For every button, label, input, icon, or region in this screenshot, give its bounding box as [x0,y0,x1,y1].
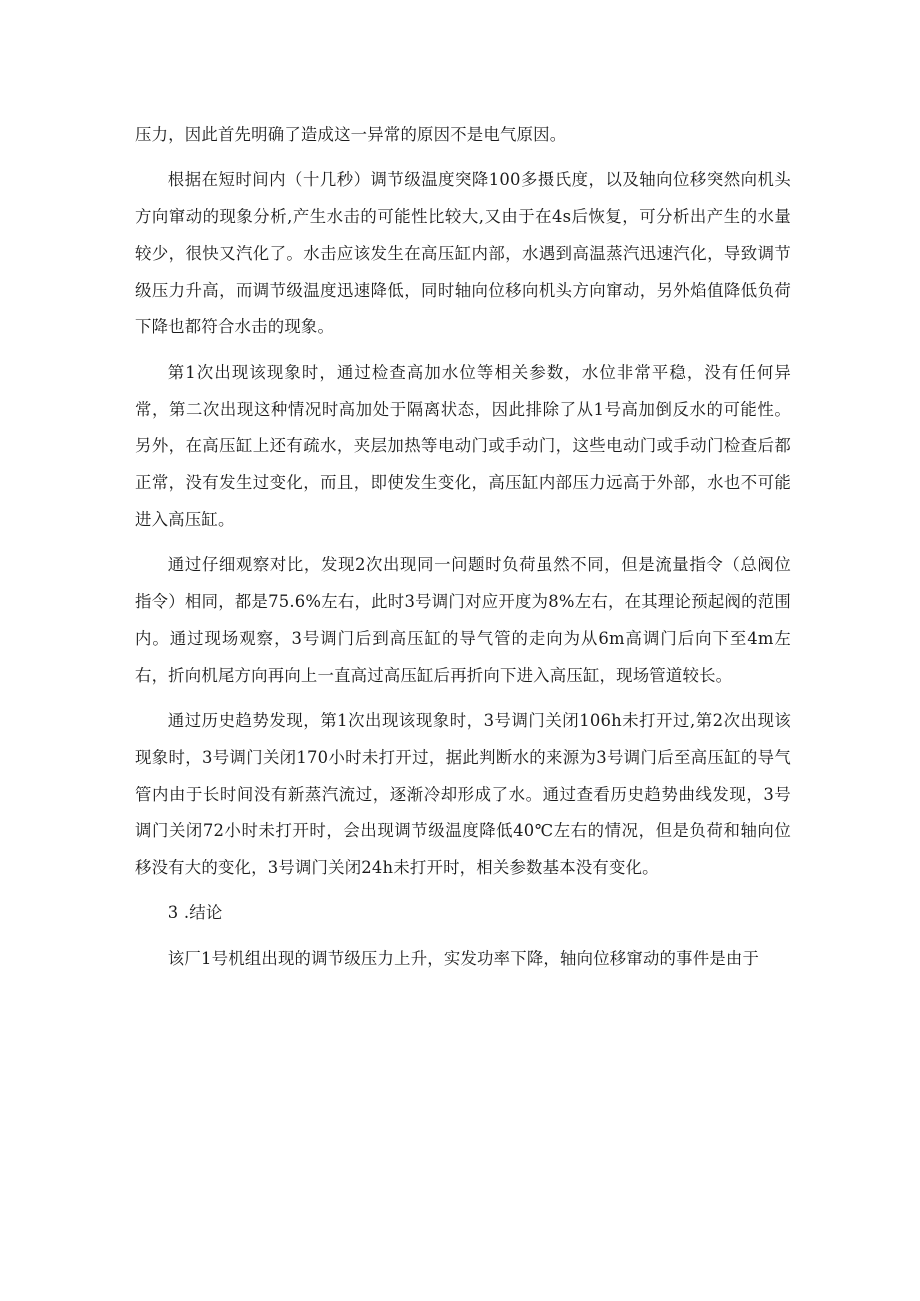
section-heading-conclusion: 3 .结论 [167,903,223,923]
document-body [135,117,791,986]
paragraph-4: 通过仔细观察对比，发现2次出现同一问题时负荷虽然不同，但是流量指令（总阀位指令）相同，都是75.6%左右，此时3号调门对应开度为8%左右，在其理论预起阀的范围内。通过现场观察，3号调门后到高压缸的导气管的走向为从6m高调门后向下至4m左右，折向机尾方向再向上一直高过高压缸后再折向下进入高压缸，现场管道较长。 [135,555,791,685]
paragraph-3: 第1次出现该现象时，通过检查高加水位等相关参数，水位非常平稳，没有任何异常，第二次出现这种情况时高加处于隔离状态，因此排除了从1号高加倒反水的可能性。另外，在高压缸上还有疏水，夹层加热等电动门或手动门，这些电动门或手动门检查后都正常，没有发生过变化，而且，即使发生变化，高压缸内部压力远高于外部，水也不可能进入高压缸。 [135,362,791,529]
paragraph-5: 通过历史趋势发现，第1次出现该现象时，3号调门关闭106h未打开过,第2次出现该现象时，3号调门关闭170小时未打开过，据此判断水的来源为3号调门后至高压缸的导气管内由于长时间没有新蒸汽流过，逐渐冷却形成了水。通过查看历史趋势曲线发现，3号调门关闭72小时未打开时，会出现调节级温度降低40℃左右的情况，但是负荷和轴向位移没有大的变化，3号调门关闭24h未打开时，相关参数基本没有变化。 [135,710,791,878]
paragraph-6: 该厂1号机组出现的调节级压力上升，实发功率下降，轴向位移窜动的事件是由于 [167,948,760,968]
paragraph-2: 根据在短时间内（十几秒）调节级温度突降100多摄氏度，以及轴向位移突然向机头方向窜动的现象分析,产生水击的可能性比较大,又由于在4s后恢复，可分析出产生的水量较少，很快又汽化了。水击应该发生在高压缸内部，水遇到高温蒸汽迅速汽化，导致调节级压力升高，而调节级温度迅速降低，同时轴向位移向机头方向窜动，另外焰值降低负荷下降也都符合水击的现象。 [135,170,791,337]
paragraph-1: 压力，因此首先明确了造成这一异常的原因不是电气原因。 [135,125,567,144]
